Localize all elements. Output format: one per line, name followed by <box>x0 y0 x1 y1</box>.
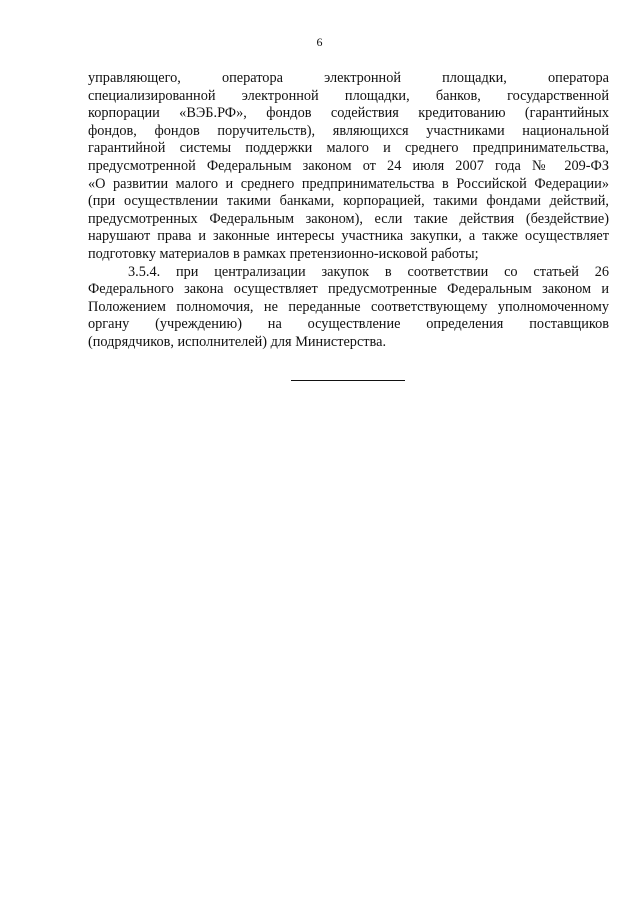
text-line: предусмотренных Федеральным законом), если такие действия (бездействие) <box>88 210 609 227</box>
document-body <box>88 70 609 352</box>
text-line: «О развитии малого и среднего предпринимательства в Российской Федерации» <box>88 175 609 192</box>
text-line: корпорации «ВЭБ.РФ», фондов содействия кредитованию (гарантийных <box>88 105 609 122</box>
text-line: 3.5.4. при централизации закупок в соответствии со статьей 26 <box>128 263 609 280</box>
page-number: 6 <box>316 35 323 49</box>
text-line: нарушают права и законные интересы участника закупки, а также осуществляет <box>88 228 609 245</box>
text-line: (подрядчиков, исполнителей) для Министерства. <box>88 333 387 350</box>
text-line: гарантийной системы поддержки малого и среднего предпринимательства, <box>88 140 609 157</box>
text-line: подготовку материалов в рамках претензионно-исковой работы; <box>88 245 479 262</box>
text-line: управляющего, оператора электронной площадки, оператора <box>88 70 609 86</box>
text-line: Федерального закона осуществляет предусмотренные Федеральным законом и <box>88 281 609 298</box>
text-line: органу (учреждению) на осуществление определения поставщиков <box>88 316 609 333</box>
text-line: Положением полномочия, не переданные соответствующему уполномоченному <box>88 298 609 315</box>
text-line: фондов, фондов поручительств), являющихся участниками национальной <box>88 122 609 139</box>
text-line: специализированной электронной площадки, банков, государственной <box>88 87 609 104</box>
paragraph-3-5-4 <box>88 264 609 352</box>
paragraph-continuation <box>88 70 609 264</box>
end-of-document-rule <box>291 380 405 381</box>
text-line: (при осуществлении такими банками, корпорацией, такими фондами действий, <box>88 193 609 210</box>
text-line: предусмотренной Федеральным законом от 24 июля 2007 года № 209-ФЗ <box>88 157 609 174</box>
